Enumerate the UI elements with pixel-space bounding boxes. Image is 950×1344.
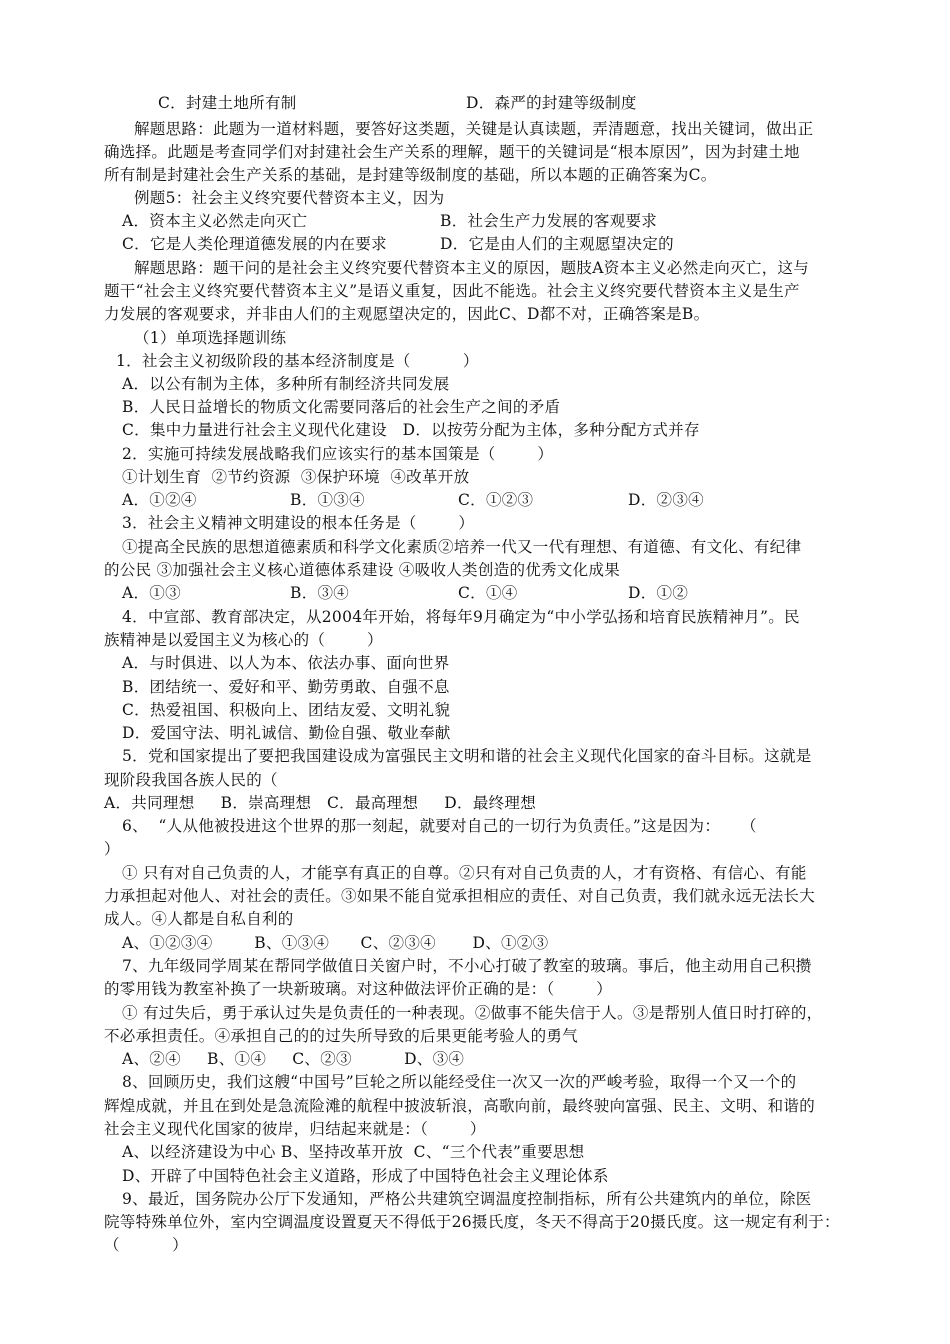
question: 2．实施可持续发展战略我们应该实行的基本国策是（ ） xyxy=(122,445,554,463)
option-b: B．人民日益增长的物质文化需要同落后的社会生产之间的矛盾 xyxy=(122,398,561,416)
question: 8、回顾历史，我们这艘“中国号”巨轮之所以能经受住一次又一次的严峻考验，取得一个又一个的 xyxy=(122,1073,797,1091)
options: A、②④ B、①④ C、②③ D、③④ xyxy=(122,1050,465,1068)
text-line: 所有制是封建社会生产关系的基础，是封建等级制度的基础，所以本题的正确答案为C。 xyxy=(104,166,717,184)
example-question: 例题5：社会主义终究要代替资本主义，因为 xyxy=(134,189,445,207)
option-c-d: C．集中力量进行社会主义现代化建设 D．以按劳分配为主体，多种分配方式并存 xyxy=(122,421,700,439)
question: 的零用钱为教室补换了一块新玻璃。对这种做法评价正确的是：（ ） xyxy=(104,980,613,998)
question: 3．社会主义精神文明建设的根本任务是（ ） xyxy=(122,514,475,532)
question: 现阶段我国各族人民的（ xyxy=(104,771,278,789)
option-b: B．①③④ xyxy=(290,491,365,509)
text-line: 确选择。此题是考查同学们对封建社会生产关系的理解，题干的关键词是“根本原因”，因为封建土地 xyxy=(104,143,800,161)
question: 1．社会主义初级阶段的基本经济制度是（ ） xyxy=(116,352,479,370)
statements: 力承担起对他人、对社会的责任。③如果不能自觉承担相应的责任、对自己负责，我们就永远无法长大 xyxy=(104,887,816,905)
option-d: D．它是由人们的主观愿望决定的 xyxy=(440,235,674,253)
question: 7、九年级同学周某在帮同学做值日关窗户时，不小心打破了教室的玻璃。事后，他主动用自己积攒 xyxy=(122,957,812,975)
option-d: D．爱国守法、明礼诚信、勤俭自强、敬业奉献 xyxy=(122,724,451,742)
question: 辉煌成就，并且在到处是急流险滩的航程中披波斩浪，高歌向前，最终驶向富强、民主、文明、和谐的 xyxy=(104,1097,816,1115)
option-a: A．资本主义必然走向灭亡 xyxy=(122,212,308,230)
options: A．共同理想 B．崇高理想 C．最高理想 D．最终理想 xyxy=(104,794,537,812)
option-d: D．②③④ xyxy=(628,491,704,509)
option-b: B．团结统一、爱好和平、勤劳勇敢、自强不息 xyxy=(122,678,450,696)
statements: ①提高全民族的思想道德素质和科学文化素质②培养一代又一代有理想、有道德、有文化、有纪律 xyxy=(122,538,802,556)
answer-blank: （ ） xyxy=(104,1236,188,1254)
statements: 成人。④人都是自私自利的 xyxy=(104,910,294,928)
text-line: 解题思路：题干问的是社会主义终究要代替资本主义的原因，题肢A资本主义必然走向灭亡，这与 xyxy=(134,259,810,277)
statements: ① 有过失后，勇于承认过失是负责任的一种表现。②做事不能失信于人。③是帮别人值日时打碎的， xyxy=(122,1004,823,1022)
question: 院等特殊单位外，室内空调温度设置夏天不得低于26摄氏度，冬天不得高于20摄氏度。这一规定有利于： xyxy=(104,1213,840,1231)
option-c: C．封建土地所有制 xyxy=(158,94,297,112)
option-c: C．它是人类伦理道德发展的内在要求 xyxy=(122,235,387,253)
option-b: B．③④ xyxy=(290,584,350,602)
option-a: A．①③ xyxy=(122,584,181,602)
question: 9、最近，国务院办公厅下发通知，严格公共建筑空调温度控制指标，所有公共建筑内的单位，除医 xyxy=(122,1190,812,1208)
question: ） xyxy=(104,840,120,858)
options: A、①②③④ B、①③④ C、②③④ D、①②③ xyxy=(122,934,549,952)
question: 族精神是以爱国主义为核心的（ ） xyxy=(104,631,383,649)
option-c: C．①②③ xyxy=(458,491,534,509)
option-d: D、开辟了中国特色社会主义道路，形成了中国特色社会主义理论体系 xyxy=(122,1167,609,1185)
option-c: C．①④ xyxy=(458,584,518,602)
option-a: A．①②④ xyxy=(122,491,197,509)
statements: 的公民 ③加强社会主义核心道德体系建设 ④吸收人类创造的优秀文化成果 xyxy=(104,561,621,579)
question: 5．党和国家提出了要把我国建设成为富强民主文明和谐的社会主义现代化国家的奋斗目标。这就是 xyxy=(122,747,812,765)
question: 6、 “人从他被投进这个世界的那一刻起，就要对自己的一切行为负责任。”这是因为： （ xyxy=(122,817,757,835)
option-a: A．与时俱进、以人为本、依法办事、面向世界 xyxy=(122,654,450,672)
section-heading: （1）单项选择题训练 xyxy=(134,329,287,347)
option-c: C．热爱祖国、积极向上、团结友爱、文明礼貌 xyxy=(122,701,451,719)
question: 4．中宣部、教育部决定，从2004年开始，将每年9月确定为“中小学弘扬和培育民族精神月”。民 xyxy=(122,608,800,626)
option-d: D．森严的封建等级制度 xyxy=(466,94,637,112)
statements: 不必承担责任。④承担自己的的过失所导致的后果更能考验人的勇气 xyxy=(104,1027,579,1045)
statements: ①计划生育 ②节约资源 ③保护环境 ④改革开放 xyxy=(122,468,470,486)
option-b: B．社会生产力发展的客观要求 xyxy=(440,212,658,230)
question: 社会主义现代化国家的彼岸，归结起来就是：（ ） xyxy=(104,1120,486,1138)
option-a: A．以公有制为主体，多种所有制经济共同发展 xyxy=(122,375,450,393)
text-line: 解题思路：此题为一道材料题，要答好这类题，关键是认真读题，弄清题意，找出关键词，做出正 xyxy=(134,120,814,138)
text-line: 力发展的客观要求，并非由人们的主观愿望决定的，因此C、D都不对，正确答案是B。 xyxy=(104,305,710,323)
option-d: D．①② xyxy=(628,584,689,602)
options: A、以经济建设为中心 B、坚持改革开放 C、“三个代表”重要思想 xyxy=(122,1143,585,1161)
text-line: 题干“社会主义终究要代替资本主义”是语义重复，因此不能选。社会主义终究要代替资本主义是生产 xyxy=(104,282,800,300)
statements: ① 只有对自己负责的人，才能享有真正的自尊。②只有对自己负责的人，才有资格、有信心、有能 xyxy=(122,864,807,882)
